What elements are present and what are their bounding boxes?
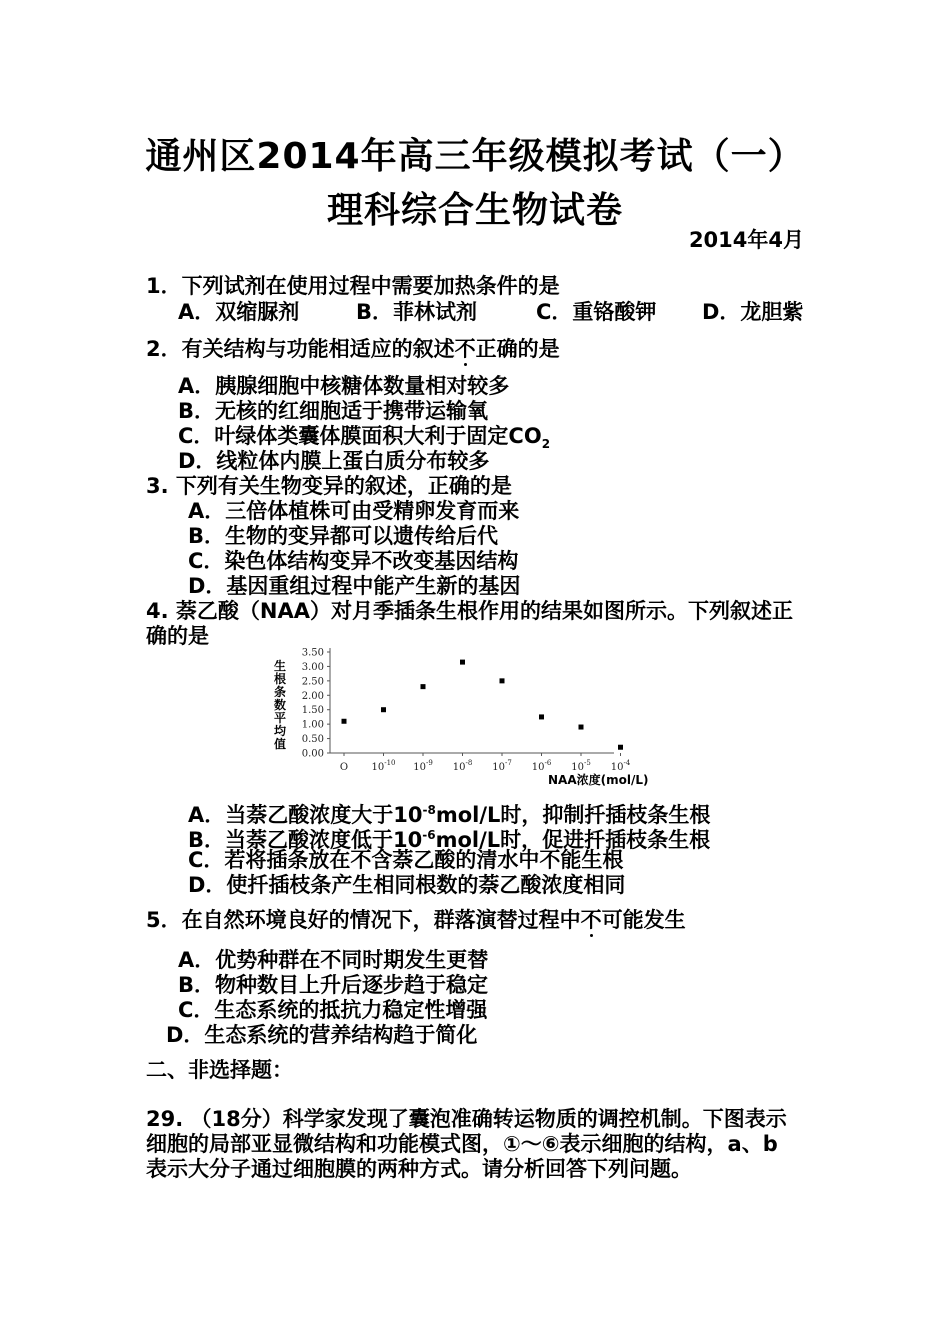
q2-option-c-text: C．叶绿体类囊体膜面积大利于固定CO — [178, 424, 542, 448]
x-tick-label: O — [339, 762, 349, 773]
q1-stem: 1．下列试剂在使用过程中需要加热条件的是 — [146, 274, 560, 298]
q5-option-c: C．生态系统的抵抗力稳定性增强 — [178, 998, 488, 1022]
q29-line3: 表示大分子通过细胞膜的两种方式。请分析回答下列问题。 — [146, 1157, 692, 1181]
section-heading: 二、非选择题： — [146, 1058, 293, 1082]
data-point — [460, 660, 465, 665]
page-subtitle: 理科综合生物试卷 — [326, 190, 623, 231]
page-title: 通州区2014年高三年级模拟考试（一） — [145, 136, 805, 177]
q1-option-a: A．双缩脲剂 — [178, 300, 300, 324]
y-axis-label-char: 生 — [273, 659, 287, 673]
q2-stem-emphasis: 不 — [454, 337, 476, 361]
y-axis-label-char: 数 — [273, 698, 287, 712]
q4-option-d: D．使扦插枝条产生相同根数的萘乙酸浓度相同 — [188, 873, 626, 897]
q5-stem-before: 5．在自然环境良好的情况下，群落演替过程中 — [146, 908, 581, 932]
q5-option-d: D．生态系统的营养结构趋于简化 — [166, 1023, 478, 1047]
q5-stem-emphasis: 不 — [580, 908, 602, 932]
y-tick-label: 2.00 — [301, 690, 324, 702]
x-tick-label: $10^{-4}$ — [610, 759, 631, 773]
x-tick-labels — [340, 753, 631, 773]
y-tick-label: 0.00 — [301, 748, 324, 760]
data-point — [539, 714, 544, 719]
q1-option-c: C．重铬酸钾 — [536, 300, 657, 324]
q4-option-c: C．若将插条放在不含萘乙酸的清水中不能生根 — [188, 848, 624, 872]
exam-date: 2014年4月 — [688, 228, 804, 252]
q4-option-b-post: mol/L时，促进扦插枝条生根 — [435, 828, 711, 852]
q4-stem-line2: 确的是 — [146, 624, 209, 648]
data-point — [342, 719, 347, 724]
q4-option-a-sup: -8 — [422, 803, 436, 817]
q29-line2: 细胞的局部亚显微结构和功能模式图，①～⑥表示细胞的结构，a、b — [146, 1132, 778, 1156]
y-axis-label-char: 根 — [273, 672, 287, 686]
q1-option-d: D．龙胆紫 — [702, 300, 804, 324]
q5-stem — [146, 907, 686, 933]
q3-option-b: B．生物的变异都可以遗传给后代 — [188, 524, 499, 548]
q2-stem-after: 正确的是 — [475, 337, 560, 361]
y-tick-label: 2.50 — [301, 676, 324, 688]
x-tick-label: $10^{-5}$ — [571, 759, 591, 773]
q4-option-b-sup: -6 — [422, 828, 436, 842]
y-axis-label-char: 平 — [273, 711, 287, 725]
q4-stem-line1: 4. 萘乙酸（NAA）对月季插条生根作用的结果如图所示。下列叙述正 — [146, 599, 793, 623]
q4-option-b-pre: B．当萘乙酸浓度低于10 — [188, 828, 423, 852]
q4-option-a-post: mol/L时，抑制扦插枝条生根 — [435, 803, 711, 827]
q2-stem — [146, 336, 560, 362]
y-axis-label-char: 值 — [273, 737, 287, 751]
data-point — [500, 678, 505, 683]
y-tick-label: 0.50 — [301, 734, 324, 746]
q3-stem: 3. 下列有关生物变异的叙述，正确的是 — [146, 474, 512, 498]
y-tick-label: 3.00 — [301, 661, 324, 673]
data-point — [421, 684, 426, 689]
q2-stem-before: 2．有关结构与功能相适应的叙述 — [146, 337, 455, 361]
y-tick-labels — [302, 648, 330, 760]
q3-option-c: C．染色体结构变异不改变基因结构 — [188, 549, 519, 573]
q29-line1: 29. （18分）科学家发现了囊泡准确转运物质的调控机制。下图表示 — [146, 1107, 787, 1131]
y-tick-label: 1.00 — [301, 719, 324, 731]
chart-axes — [330, 648, 614, 753]
x-tick-label: $10^{-10}$ — [371, 759, 396, 773]
data-point — [618, 745, 623, 750]
q2-option-c-sub: 2 — [541, 437, 551, 452]
y-axis-label-char: 均 — [273, 724, 287, 738]
q5-option-b: B．物种数目上升后逐步趋于稳定 — [178, 973, 489, 997]
x-axis-label: NAA浓度(mol/L) — [548, 773, 649, 787]
x-tick-label: $10^{-8}$ — [452, 759, 473, 773]
q2-option-d: D．线粒体内膜上蛋白质分布较多 — [178, 449, 490, 473]
q5-stem-after: 可能发生 — [601, 908, 686, 932]
q2-option-b: B．无核的红细胞适于携带运输氧 — [178, 399, 489, 423]
q3-option-d: D．基因重组过程中能产生新的基因 — [188, 574, 521, 598]
x-tick-label: $10^{-9}$ — [413, 759, 433, 773]
y-tick-label: 3.50 — [301, 647, 324, 659]
data-point — [381, 707, 386, 712]
q4-option-a-pre: A．当萘乙酸浓度大于10 — [188, 803, 423, 827]
x-tick-label: $10^{-7}$ — [492, 759, 512, 773]
y-axis-label — [273, 658, 287, 751]
naa-rooting-chart — [262, 640, 682, 790]
data-point — [579, 725, 584, 730]
q3-option-a: A．三倍体植株可由受精卵发育而来 — [188, 499, 520, 523]
y-axis-label-char: 条 — [273, 685, 287, 699]
x-tick-label: $10^{-6}$ — [531, 759, 552, 773]
q1-option-b: B．菲林试剂 — [356, 300, 478, 324]
q5-option-a: A．优势种群在不同时期发生更替 — [178, 948, 489, 972]
q2-option-a: A．胰腺细胞中核糖体数量相对较多 — [178, 374, 510, 398]
y-tick-label: 1.50 — [301, 705, 324, 717]
data-points — [342, 660, 624, 750]
